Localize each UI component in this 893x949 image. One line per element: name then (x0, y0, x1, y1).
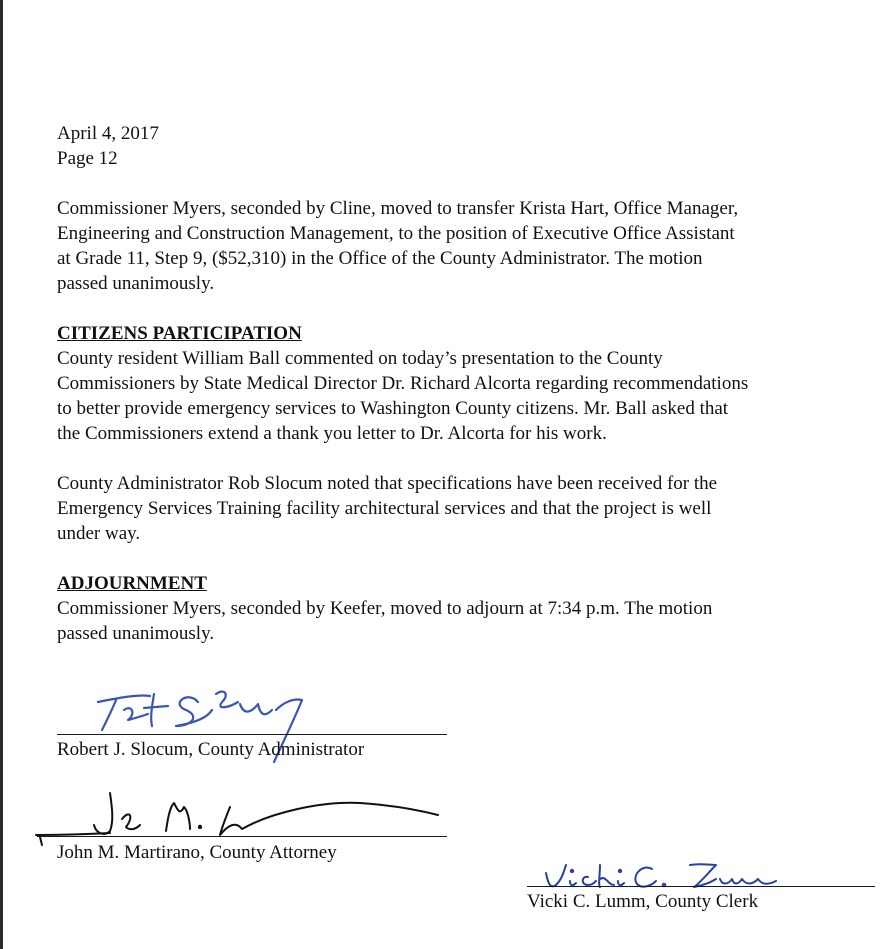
paragraph-line: to better provide emergency services to Washington County citizens. Mr. Ball asked that (57, 398, 729, 419)
signature-line (37, 836, 447, 837)
document-page (57, 121, 877, 646)
clerk-name: Vicki C. Lumm, County Clerk (527, 891, 759, 912)
paragraph-line: Commissioners by State Medical Director Dr. Richard Alcorta regarding recommendations (57, 373, 749, 394)
paragraph-line: Engineering and Construction Management, to the position of Executive Office Assistant (57, 223, 735, 244)
administrator-note-paragraph (57, 471, 877, 546)
adjournment-heading: ADJOURNMENT (57, 573, 207, 594)
paragraph-line: Emergency Services Training facility architectural services and that the project is well (57, 498, 712, 519)
signature-line (527, 886, 875, 887)
paragraph-line: at Grade 11, Step 9, ($52,310) in the Office of the County Administrator. The motion (57, 248, 703, 269)
paragraph-line: Commissioner Myers, seconded by Keefer, moved to adjourn at 7:34 p.m. The motion (57, 598, 713, 619)
paragraph-line: Commissioner Myers, seconded by Cline, moved to transfer Krista Hart, Office Manager, (57, 198, 739, 219)
paragraph-line: County Administrator Rob Slocum noted that specifications have been received for the (57, 473, 718, 494)
page-edge (0, 0, 3, 949)
motion-paragraph (57, 196, 877, 296)
page-number: Page 12 (57, 148, 118, 169)
paragraph-line: passed unanimously. (57, 273, 215, 294)
paragraph-line: the Commissioners extend a thank you letter to Dr. Alcorta for his work. (57, 423, 607, 444)
paragraph-line: passed unanimously. (57, 623, 215, 644)
administrator-name: Robert J. Slocum, County Administrator (57, 739, 365, 760)
signature-line (57, 734, 447, 735)
attorney-name: John M. Martirano, County Attorney (57, 842, 337, 863)
adjournment-paragraph (57, 596, 877, 646)
document-date: April 4, 2017 (57, 123, 159, 144)
paragraph-line: under way. (57, 523, 141, 544)
paragraph-line: County resident William Ball commented on today’s presentation to the County (57, 348, 663, 369)
adjournment-section (57, 571, 877, 646)
citizens-section (57, 321, 877, 546)
citizens-paragraph (57, 346, 877, 446)
citizens-heading: CITIZENS PARTICIPATION (57, 323, 302, 344)
